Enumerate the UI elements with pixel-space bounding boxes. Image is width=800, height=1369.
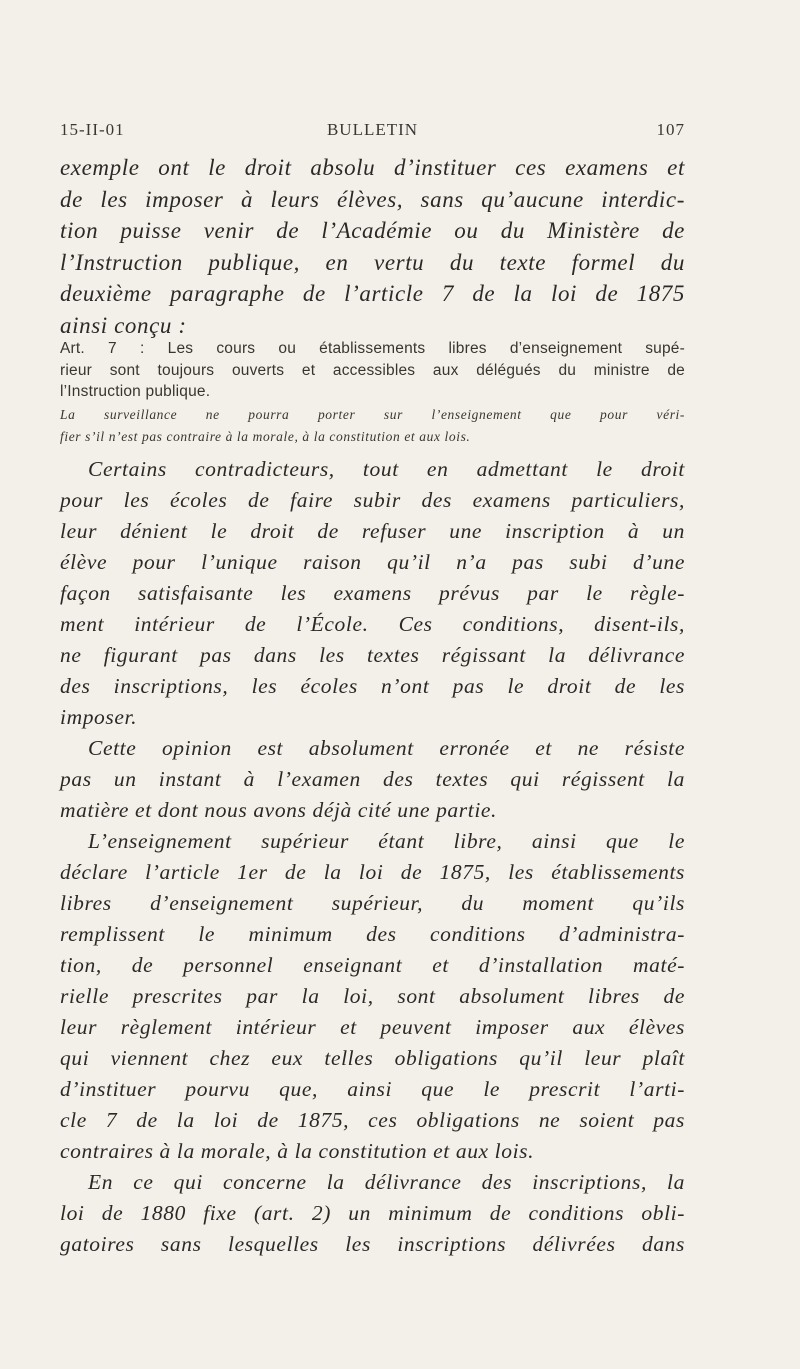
text-line: de les imposer à leurs élèves, sans qu’aucune interdic- [60, 186, 685, 212]
text-line: L’enseignement supérieur étant libre, ainsi que le [88, 829, 685, 853]
text-line: gatoires sans lesquelles les inscriptions délivrées dans [60, 1232, 685, 1256]
issue-date: 15-II-01 [60, 120, 125, 139]
text-line: tion, de personnel enseignant et d’installation maté- [60, 953, 685, 977]
text-line: ment intérieur de l’École. Ces conditions, disent-ils, [60, 612, 685, 636]
text-line: qui viennent chez eux telles obligations qu’il leur plaît [60, 1046, 685, 1070]
text-line: façon satisfaisante les examens prévus par le règle- [60, 581, 685, 605]
text-line: Certains contradicteurs, tout en admettant le droit [88, 457, 685, 481]
text-line: En ce qui concerne la délivrance des inscriptions, la [88, 1170, 685, 1194]
paragraph-inscriptions [60, 1167, 685, 1260]
text-line: cle 7 de la loi de 1875, ces obligations ne soient pas [60, 1108, 685, 1132]
article-quote-italic [60, 404, 685, 448]
text-line: l’Instruction publique, en vertu du texte formel du [60, 249, 685, 275]
text-line: imposer. [60, 705, 138, 729]
text-line: leur règlement intérieur et peuvent imposer aux élèves [60, 1015, 685, 1039]
text-line: leur dénient le droit de refuser une inscription à un [60, 519, 685, 543]
text-line: tion puisse venir de l’Académie ou du Ministère de [60, 218, 685, 243]
paragraph-contradicteurs [60, 454, 685, 733]
page-number: 107 [656, 120, 685, 139]
running-title: BULLETIN [326, 120, 419, 139]
text-line: loi de 1880 fixe (art. 2) un minimum de conditions obli- [60, 1201, 685, 1225]
text-line: contraires à la morale, à la constitution et aux lois. [60, 1139, 535, 1163]
text-line: pour les écoles de faire subir des examens particuliers, [60, 488, 685, 512]
text-line: remplissent le minimum des conditions d’administra- [60, 922, 685, 946]
text-line: déclare l’article 1er de la loi de 1875, les établissements [60, 860, 685, 884]
text-line: deuxième paragraphe de l’article 7 de la loi de 1875 [60, 281, 685, 306]
text-line: d’instituer pourvu que, ainsi que le prescrit l’arti- [60, 1077, 685, 1101]
text-line: matière et dont nous avons déjà cité une partie. [60, 798, 498, 822]
text-line: pas un instant à l’examen des textes qui régissent la [60, 767, 685, 791]
text-line: élève pour l’unique raison qu’il n’a pas subi d’une [60, 550, 685, 574]
quote-line: La surveillance ne pourra porter sur l’enseignement que pour véri- [60, 407, 685, 422]
text-line: ne figurant pas dans les textes régissant la délivrance [60, 643, 685, 667]
text-line: des inscriptions, les écoles n’ont pas le droit de les [60, 674, 685, 698]
text-line: Cette opinion est absolument erronée et ne résiste [88, 736, 685, 760]
article-quote [60, 338, 685, 403]
text-line: exemple ont le droit absolu d’instituer ces examens et [60, 155, 685, 180]
paragraph-opinion [60, 733, 685, 826]
quote-line: rieur sont toujours ouverts et accessibles aux délégués du ministre de [60, 361, 685, 379]
text-line: ainsi conçu : [60, 312, 187, 338]
running-header [60, 120, 685, 150]
quote-line: fier s’il n’est pas contraire à la morale, à la constitution et aux lois. [60, 429, 471, 444]
quote-line: l’Instruction publique. [60, 383, 211, 400]
paragraph-enseignement [60, 826, 685, 1167]
quote-line: Art. 7 : Les cours ou établissements libres d’enseignement supé- [60, 340, 685, 357]
intro-paragraph [60, 152, 685, 341]
text-line: libres d’enseignement supérieur, du moment qu’ils [60, 891, 685, 915]
text-line: rielle prescrites par la loi, sont absolument libres de [60, 984, 685, 1008]
